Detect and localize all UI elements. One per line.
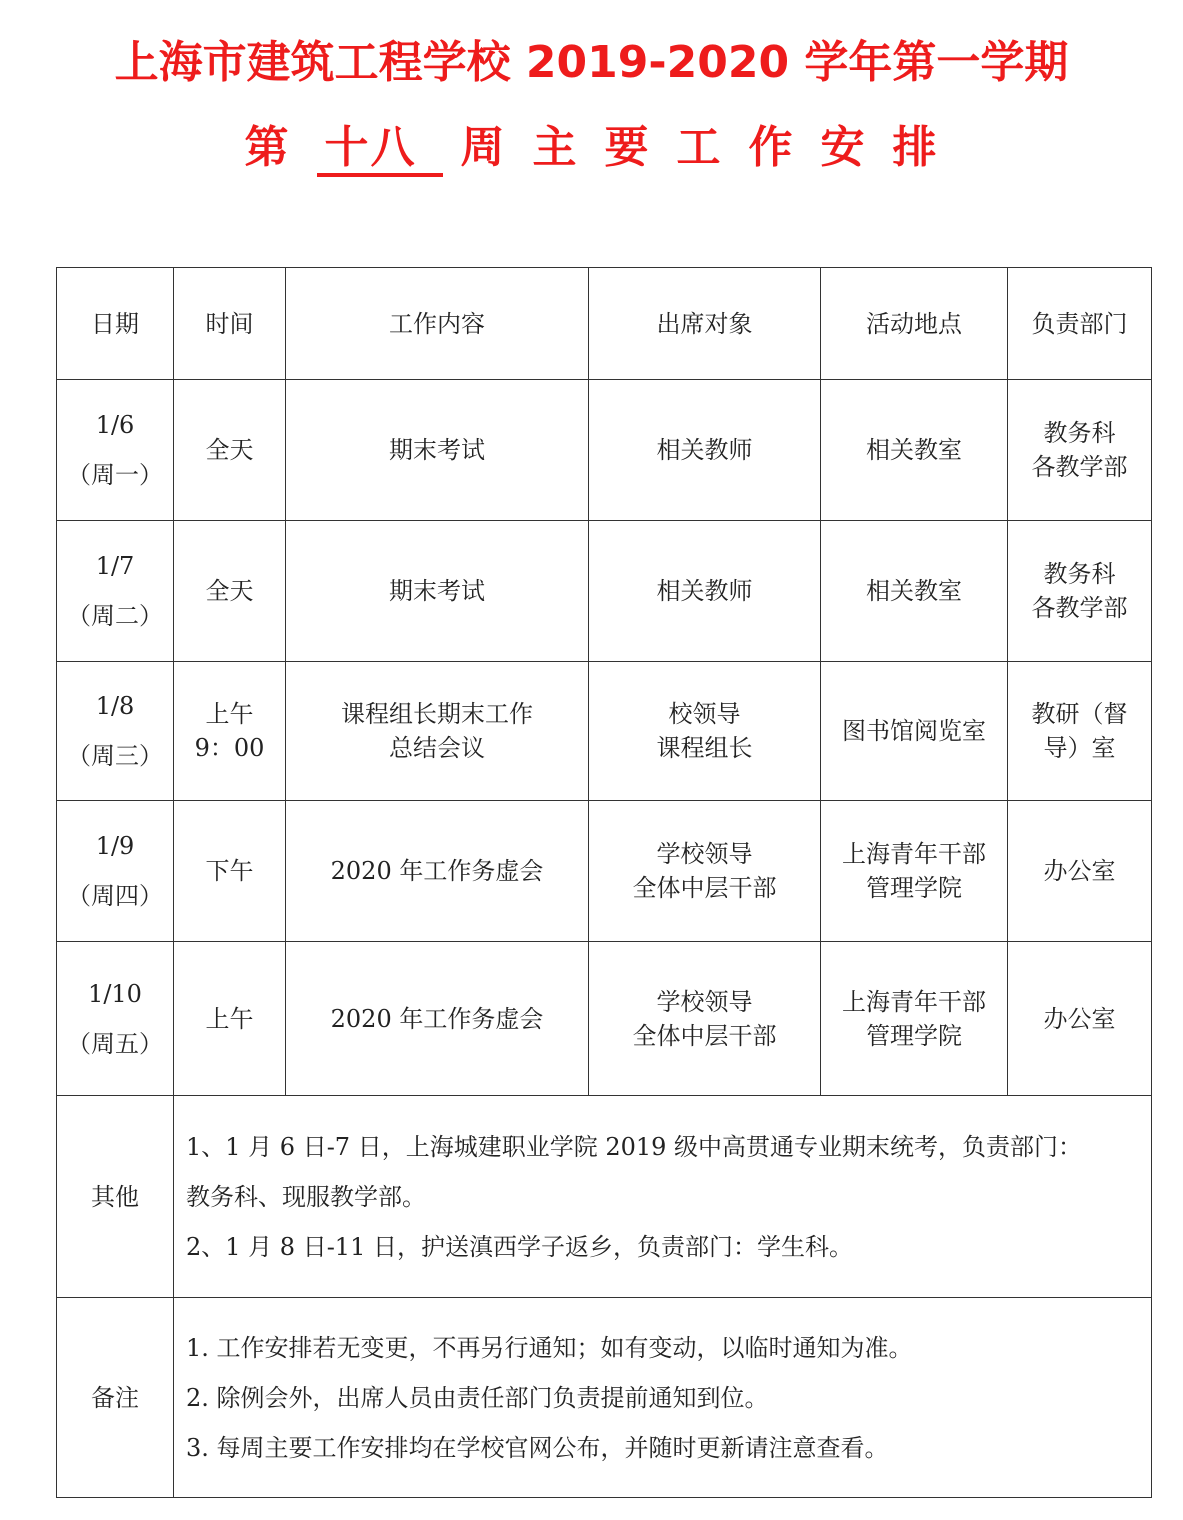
- subtitle-prefix: 第: [244, 122, 291, 173]
- date-cell: [57, 942, 174, 1096]
- subtitle-char: 排: [892, 122, 939, 173]
- time-cell: [174, 380, 286, 521]
- department-text: 导）室: [1043, 734, 1116, 762]
- department-cell: [1008, 380, 1152, 521]
- content-cell: [286, 801, 589, 942]
- other-line: 2、1 月 8 日-11 日，护送滇西学子返乡，负责部门：学生科。: [186, 1232, 853, 1261]
- content-text: 2020 年工作务虚会: [330, 1004, 544, 1033]
- department-text: 教务科: [1043, 560, 1116, 588]
- date-cell: [57, 662, 174, 801]
- attendees-cell: [589, 942, 821, 1096]
- time-text: 全天: [205, 436, 254, 464]
- date-text: 1/6: [95, 411, 135, 439]
- subtitle-char: 要: [604, 122, 651, 173]
- document-title: 上海市建筑工程学校 2019-2020 学年第一学期: [114, 37, 1069, 88]
- attendees-cell: [589, 380, 821, 521]
- time-cell: [174, 801, 286, 942]
- subtitle-char: 周: [460, 122, 507, 173]
- other-row: [57, 1096, 1152, 1298]
- location-cell: [821, 801, 1008, 942]
- department-text: 办公室: [1043, 857, 1116, 885]
- table-row: [57, 380, 1152, 521]
- time-text: 下午: [205, 857, 254, 885]
- location-text: 管理学院: [866, 1021, 962, 1050]
- department-cell: [1008, 662, 1152, 801]
- date-cell: [57, 801, 174, 942]
- attendees-cell: [589, 662, 821, 801]
- location-text: 相关教室: [866, 577, 962, 605]
- attendees-text: 全体中层干部: [632, 1021, 777, 1050]
- subtitle-char: 主: [532, 122, 579, 173]
- notes-line: 3. 每周主要工作安排均在学校官网公布，并随时更新请注意查看。: [186, 1433, 889, 1462]
- location-cell: [821, 942, 1008, 1096]
- weekday-text: （周五）: [67, 1029, 163, 1058]
- other-line: 1、1 月 6 日-7 日，上海城建职业学院 2019 级中高贯通专业期末统考，负责部门：: [186, 1132, 1083, 1161]
- notes-line: 1. 工作安排若无变更，不再另行通知；如有变动，以临时通知为准。: [186, 1333, 913, 1362]
- location-text: 相关教室: [866, 436, 962, 464]
- department-cell: [1008, 521, 1152, 662]
- attendees-text: 学校领导: [656, 987, 753, 1016]
- location-cell: [821, 662, 1008, 801]
- table-row: [57, 521, 1152, 662]
- date-cell: [57, 380, 174, 521]
- other-line: 教务科、现服教学部。: [186, 1182, 426, 1211]
- time-text: 全天: [205, 577, 254, 605]
- attendees-text: 全体中层干部: [632, 874, 777, 902]
- content-cell: [286, 521, 589, 662]
- content-text: 期末考试: [389, 577, 485, 605]
- time-cell: [174, 662, 286, 801]
- header-location: 活动地点: [821, 268, 1008, 380]
- content-cell: [286, 380, 589, 521]
- attendees-cell: [589, 801, 821, 942]
- notes-row: [57, 1298, 1152, 1498]
- content-text: 课程组长期末工作: [341, 700, 533, 728]
- content-text: 2020 年工作务虚会: [330, 857, 544, 885]
- date-text: 1/8: [95, 692, 135, 720]
- notes-line: 2. 除例会外，出席人员由责任部门负责提前通知到位。: [186, 1383, 769, 1412]
- location-text: 上海青年干部: [842, 840, 986, 868]
- content-cell: [286, 942, 589, 1096]
- time-text: 上午: [205, 700, 254, 728]
- subtitle-char: 工: [676, 122, 723, 173]
- document-subtitle: [0, 118, 1183, 178]
- table-row: [57, 942, 1152, 1096]
- department-text: 各教学部: [1031, 453, 1128, 481]
- location-cell: [821, 380, 1008, 521]
- subtitle-char: 作: [748, 122, 795, 173]
- week-number: 十八: [317, 123, 443, 177]
- time-text: 上午: [205, 1004, 254, 1033]
- content-text: 期末考试: [389, 436, 485, 464]
- date-cell: [57, 521, 174, 662]
- header-date: 日期: [57, 268, 174, 380]
- department-text: 教研（督: [1031, 700, 1128, 728]
- schedule-table: [56, 267, 1152, 1498]
- attendees-text: 学校领导: [656, 840, 753, 868]
- weekday-text: （周四）: [67, 882, 163, 910]
- location-text: 管理学院: [866, 874, 962, 902]
- table-row: [57, 662, 1152, 801]
- subtitle-char: 安: [820, 122, 867, 173]
- department-text: 办公室: [1043, 1004, 1116, 1033]
- header-content: 工作内容: [286, 268, 589, 380]
- header-time: 时间: [174, 268, 286, 380]
- other-label: 其他: [57, 1096, 174, 1298]
- department-text: 教务科: [1043, 419, 1116, 447]
- location-text: 图书馆阅览室: [842, 717, 986, 745]
- other-content: [174, 1096, 1152, 1298]
- date-text: 1/7: [95, 552, 135, 580]
- header-attendees: 出席对象: [589, 268, 821, 380]
- weekday-text: （周一）: [67, 461, 163, 489]
- location-cell: [821, 521, 1008, 662]
- table-header-row: [57, 268, 1152, 380]
- date-text: 1/10: [88, 979, 142, 1008]
- department-cell: [1008, 942, 1152, 1096]
- content-cell: [286, 662, 589, 801]
- content-text: 总结会议: [389, 734, 485, 762]
- notes-content: [174, 1298, 1152, 1498]
- time-text: 9：00: [194, 734, 265, 762]
- attendees-text: 课程组长: [656, 734, 753, 762]
- notes-label: 备注: [57, 1298, 174, 1498]
- weekday-text: （周二）: [67, 602, 163, 630]
- table-row: [57, 801, 1152, 942]
- attendees-cell: [589, 521, 821, 662]
- header-department: 负责部门: [1008, 268, 1152, 380]
- attendees-text: 相关教师: [656, 577, 753, 605]
- time-cell: [174, 521, 286, 662]
- department-text: 各教学部: [1031, 594, 1128, 622]
- department-cell: [1008, 801, 1152, 942]
- date-text: 1/9: [95, 832, 135, 860]
- time-cell: [174, 942, 286, 1096]
- attendees-text: 校领导: [668, 700, 741, 728]
- weekday-text: （周三）: [67, 742, 163, 770]
- location-text: 上海青年干部: [842, 987, 986, 1016]
- attendees-text: 相关教师: [656, 436, 753, 464]
